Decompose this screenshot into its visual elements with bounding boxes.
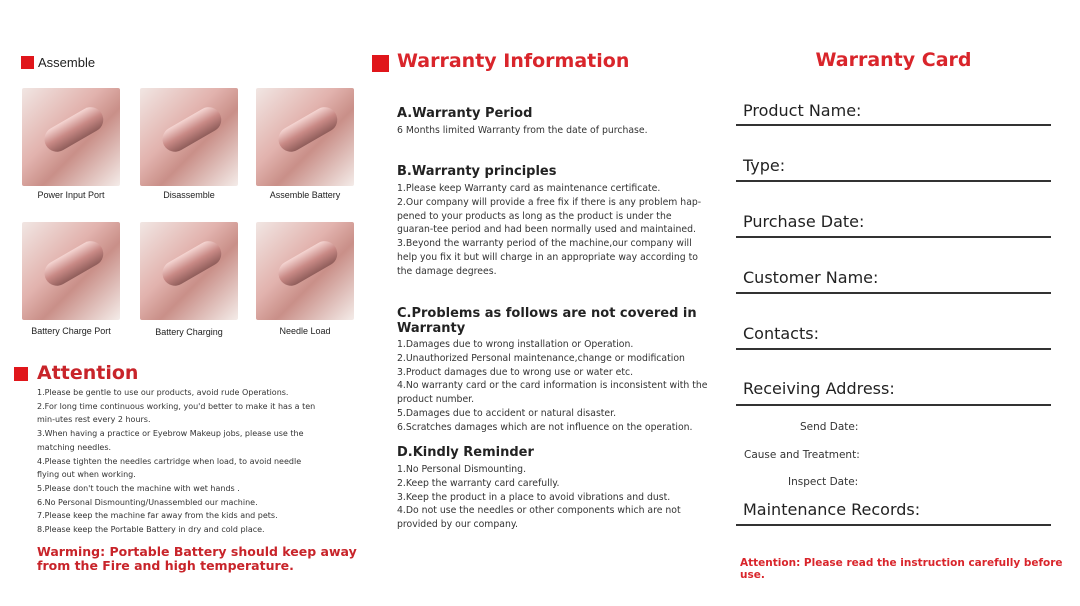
- attention-item: 8.Please keep the Portable Battery in dry and cold place.: [37, 525, 265, 535]
- photo-caption: Disassemble: [163, 190, 215, 200]
- section-body: 1.Please keep Warranty card as maintenance certificate. 2.Our company will provide a free fix if there is any problem hap-pened to your products as long as the product is under the guaran-tee period and had been normally used and maintained. 3.Beyond the warranty period of the machine,our company will help you fix it but will charge in an appropriate way according to the damage degrees.: [397, 183, 702, 277]
- photo-caption: Battery Charge Port: [31, 326, 111, 336]
- section-heading: B.Warranty principles: [397, 164, 557, 179]
- warranty-section-c: [397, 306, 709, 435]
- attention-item: 1.Please be gentle to use our products, avoid rude Operations.: [37, 388, 289, 397]
- assemble-title: Assemble: [38, 55, 96, 70]
- section-marker-icon: [372, 55, 389, 72]
- photo-caption: Needle Load: [279, 326, 331, 336]
- inspect-date-label: Inspect Date:: [788, 476, 859, 488]
- field-line: [736, 348, 1051, 350]
- photo-needle-load: [256, 222, 354, 320]
- photo-battery-charge-port: [22, 222, 120, 320]
- field-line: [736, 124, 1051, 126]
- maintenance-records-label: Maintenance Records:: [743, 500, 921, 519]
- section-body: 6 Months limited Warranty from the date of purchase.: [397, 125, 648, 136]
- attention-item: 4.Please tighten the needles cartridge when load, to avoid needle flying out when working.: [37, 456, 302, 480]
- photo-disassemble: [140, 88, 238, 186]
- attention-item: 7.Please keep the machine far away from the kids and pets.: [37, 511, 278, 521]
- field-line: [736, 236, 1051, 238]
- field-type: Type:: [743, 156, 786, 175]
- warranty-section-a: [397, 106, 712, 138]
- field-customer-name: Customer Name:: [743, 268, 879, 287]
- field-line: [736, 180, 1051, 182]
- field-line: [736, 404, 1051, 406]
- section-body: 1.Damages due to wrong installation or Operation. 2.Unauthorized Personal maintenance,change or modification 3.Product damages due to wrong use or water etc. 4.No warranty card or the card information is inconsistent with the product number. 5.Damages due to accident or natural disaster. 6.Scratches damages which are not influence on the operation.: [397, 339, 708, 433]
- photo-power-input-port: [22, 88, 120, 186]
- photo-battery-charging: [140, 222, 238, 320]
- section-marker-icon: [21, 56, 34, 69]
- field-line: [736, 524, 1051, 526]
- section-body: 1.No Personal Dismounting. 2.Keep the warranty card carefully. 3.Keep the product in a place to avoid vibrations and dust. 4.Do not use the needles or other components which are not provided by our company.: [397, 464, 681, 531]
- attention-title: Attention: [37, 362, 139, 384]
- section-heading: D.Kindly Reminder: [397, 445, 534, 460]
- warranty-section-d: [397, 445, 713, 532]
- photo-caption: Assemble Battery: [269, 190, 341, 200]
- photo-assemble-battery: [256, 88, 354, 186]
- attention-list: [37, 386, 322, 537]
- card-title: Warranty Card: [815, 49, 972, 71]
- photo-caption: Battery Charging: [155, 327, 223, 337]
- field-contacts: Contacts:: [743, 324, 819, 343]
- attention-item: 5.Please don't touch the machine with wet hands .: [37, 483, 240, 493]
- section-heading: A.Warranty Period: [397, 106, 533, 121]
- field-receiving-address: Receiving Address:: [743, 379, 895, 398]
- section-heading: C.Problems as follows are not covered in Warranty: [397, 306, 697, 336]
- section-marker-icon: [14, 367, 28, 381]
- field-product-name: Product Name:: [743, 101, 862, 120]
- attention-item: 2.For long time continuous working, you'd better to make it has a ten min-utes rest every 2 hours.: [37, 401, 316, 425]
- card-attention: Attention: Please read the instruction carefully before use.: [740, 557, 1063, 581]
- attention-item: 3.When having a practice or Eyebrow Makeup jobs, please use the matching needles.: [37, 429, 304, 452]
- attention-item: 6.No Personal Dismounting/Unassembled our machine.: [37, 497, 258, 507]
- warranty-title: Warranty Information: [397, 50, 630, 72]
- cause-treatment-label: Cause and Treatment:: [744, 449, 860, 461]
- field-purchase-date: Purchase Date:: [743, 212, 865, 231]
- field-line: [736, 292, 1051, 294]
- warning-text: Warming: Portable Battery should keep away from the Fire and high temperature.: [37, 544, 357, 573]
- photo-caption: Power Input Port: [37, 190, 105, 200]
- warranty-section-b: [397, 164, 709, 279]
- send-date-label: Send Date:: [800, 421, 859, 433]
